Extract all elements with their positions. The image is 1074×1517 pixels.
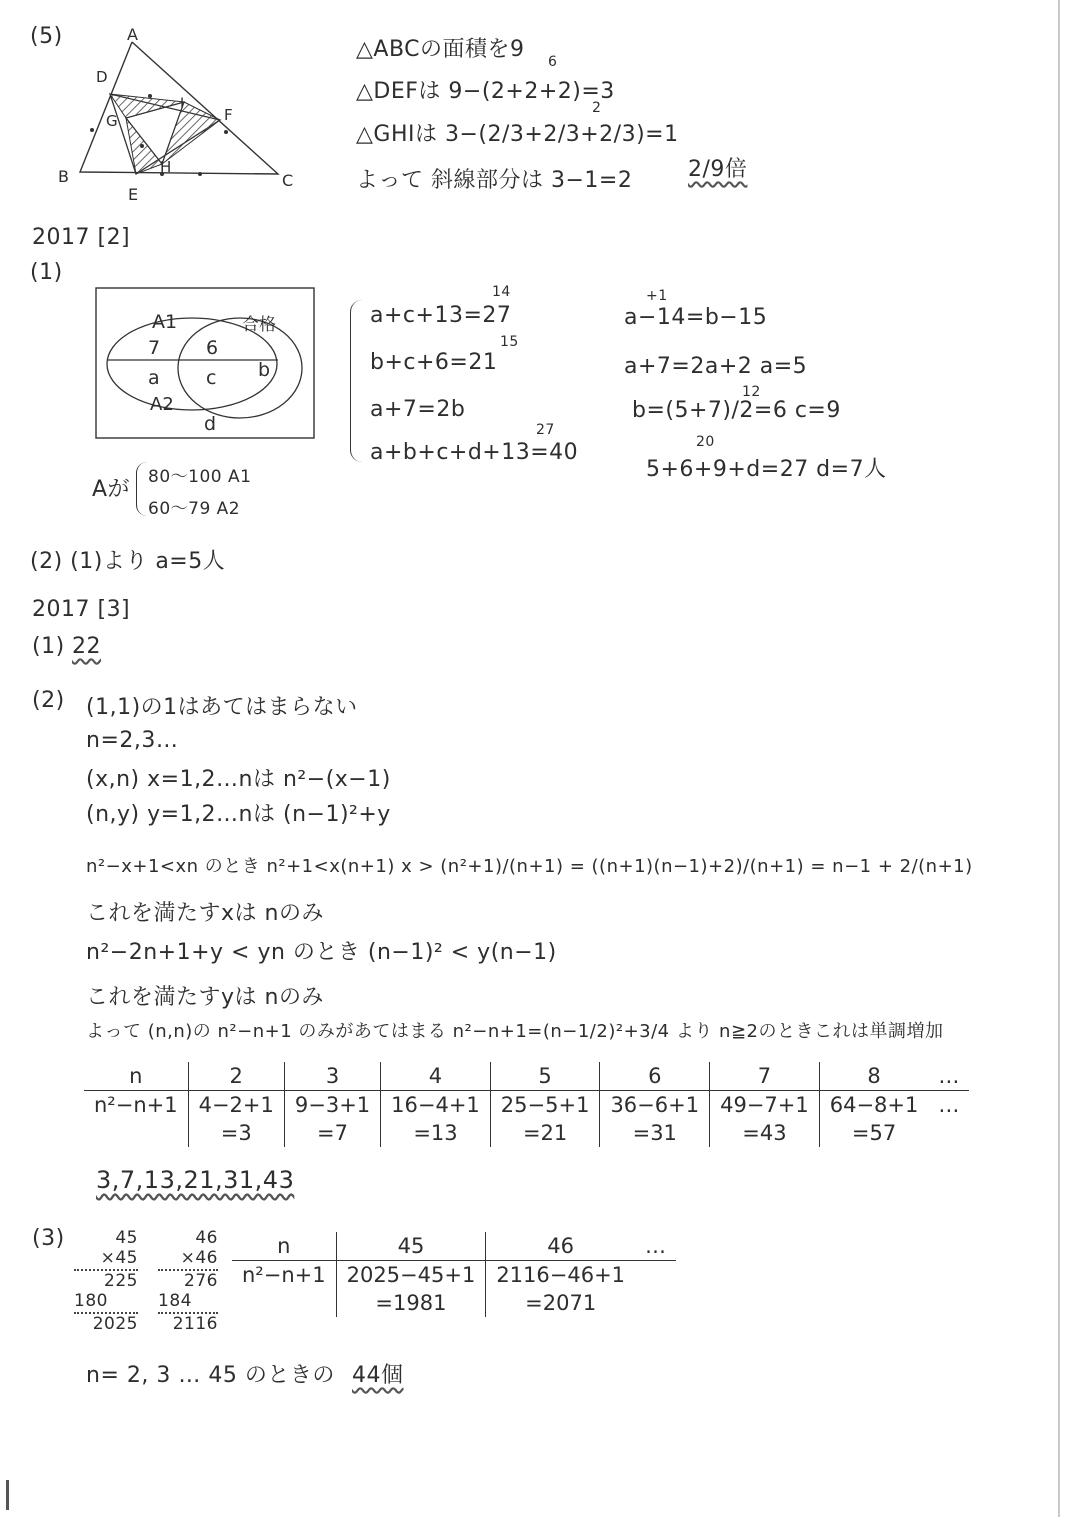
table3-row	[232, 1261, 676, 1290]
td-ellipsis: …	[938, 1093, 960, 1117]
tr-8: =57	[819, 1119, 928, 1147]
values-table	[84, 1062, 969, 1147]
eq-left-4: a+b+c+d+13=40	[370, 440, 579, 465]
tr-blank	[84, 1119, 188, 1147]
mark-27: 27	[536, 422, 555, 438]
calc-45	[74, 1228, 138, 1334]
venn-a2: A2	[150, 394, 174, 415]
calc-45-b: ×45	[74, 1248, 138, 1271]
q3-line-4: (n,y) y=1,2…nは (n−1)²+y	[86, 802, 391, 827]
q3-part2-answer: 3,7,13,21,31,43	[96, 1166, 295, 1194]
p5-answer: 2/9倍	[688, 157, 748, 182]
p5-line-1: △ABCの面積を9	[356, 37, 525, 62]
system-bracket	[350, 300, 363, 462]
calc-46-d: 184	[158, 1291, 218, 1314]
venn-c: c	[206, 367, 217, 389]
vertex-e: E	[128, 185, 139, 204]
vertex-h: H	[160, 158, 172, 176]
side-note-line-1: 80〜100 A1	[148, 467, 252, 487]
tr-3: =7	[284, 1119, 380, 1147]
calc-45-d: 180	[74, 1291, 138, 1314]
q3-final-text: n= 2, 3 … 45 のときの	[86, 1363, 335, 1388]
venn-7: 7	[148, 337, 161, 359]
venn-diagram	[92, 284, 322, 444]
th-6: 6	[600, 1062, 710, 1091]
page-mark	[6, 1480, 9, 1510]
tr-6: =31	[600, 1119, 710, 1147]
q3-line-5: n²−x+1<xn のとき n²+1<x(n+1) x > (n²+1)/(n+1) = ((n+1)(n−1)+2)/(n+1) = n−1 + 2/(n+1)	[86, 856, 973, 877]
q3-line-7: n²−2n+1+y < yn のとき (n−1)² < y(n−1)	[86, 940, 557, 965]
tr-7: =43	[710, 1119, 820, 1147]
venn-a: a	[148, 367, 160, 389]
tr-end	[928, 1119, 969, 1147]
tr-2: =3	[188, 1119, 284, 1147]
calc-45-a: 45	[115, 1228, 138, 1248]
t3-tr-46: =2071	[486, 1289, 635, 1317]
calc-46-b: ×46	[158, 1248, 218, 1271]
q3-line-8: これを満たすyは nのみ	[86, 985, 324, 1010]
tr-5: =21	[490, 1119, 600, 1147]
eq-right-4: 5+6+9+d=27 d=7人	[646, 457, 887, 482]
t3-th-45: 45	[336, 1232, 486, 1261]
th-3: 3	[284, 1062, 380, 1091]
venn-d: d	[204, 413, 217, 435]
t3-th-ellipsis: …	[635, 1232, 676, 1261]
td-7: 49−7+1	[710, 1091, 820, 1120]
eq-right-1: a−14=b−15	[624, 305, 768, 330]
t3-th-46: 46	[486, 1232, 635, 1261]
mark-plus1: +1	[646, 288, 668, 304]
calc-45-e: 2025	[92, 1314, 138, 1334]
eq-left-3: a+7=2b	[370, 397, 466, 422]
t3-td-end	[635, 1261, 676, 1290]
q3-line-9: よって (n,n)の n²−n+1 のみがあてはまる n²−n+1=(n−1/2)²+3/4 より n≧2のときこれは単調増加	[86, 1021, 944, 1042]
calc-46-c: 276	[184, 1271, 218, 1291]
eq-right-3: b=(5+7)/2=6 c=9	[632, 398, 841, 423]
q3-part3-label: (3)	[32, 1226, 65, 1251]
p5-label: (5)	[30, 24, 63, 49]
vertex-c: C	[282, 171, 294, 190]
td-8: 64−8+1	[819, 1091, 928, 1120]
q2-part1-label: (1)	[30, 260, 63, 285]
page-edge	[1058, 0, 1060, 1517]
triangle-figure	[50, 22, 310, 207]
q3-line-2: n=2,3…	[86, 728, 179, 753]
eq-left-2: b+c+6=21	[370, 350, 498, 375]
table3-results	[232, 1289, 676, 1317]
eq-left-1: a+c+13=27	[370, 303, 512, 328]
q3-heading: 2017 [3]	[32, 597, 131, 622]
values-table-row	[84, 1091, 969, 1120]
q3-part2-label: (2)	[32, 688, 65, 713]
q3-line-1: (1,1)の1はあてはまらない	[86, 695, 358, 720]
values-table-3	[232, 1232, 676, 1317]
th-8: 8	[819, 1062, 928, 1091]
side-note-line-2: 60〜79 A2	[148, 499, 241, 519]
th-ellipsis: …	[928, 1062, 969, 1091]
venn-b: b	[258, 359, 271, 381]
eq-right-2: a+7=2a+2 a=5	[624, 354, 808, 379]
side-note-bracket	[136, 462, 147, 516]
td-5: 25−5+1	[490, 1091, 600, 1120]
th-2: 2	[188, 1062, 284, 1091]
q3-line-6: これを満たすxは nのみ	[86, 901, 324, 926]
t3-td-expr: n²−n+1	[242, 1263, 326, 1287]
t3-td-45: 2025−45+1	[336, 1261, 486, 1290]
vertex-g: G	[106, 112, 118, 130]
vertex-d: D	[96, 68, 108, 86]
mark-12: 12	[742, 384, 761, 400]
vertex-i: I	[180, 96, 185, 112]
mark-15: 15	[500, 334, 519, 350]
td-2: 4−2+1	[188, 1091, 284, 1120]
th-5: 5	[490, 1062, 600, 1091]
vertex-a: A	[127, 25, 138, 44]
t3-td-46: 2116−46+1	[486, 1261, 635, 1290]
q3-part1-label: (1)	[32, 634, 65, 659]
side-note-prefix: Aが	[92, 477, 131, 502]
q3-line-3: (x,n) x=1,2…nは n²−(x−1)	[86, 767, 391, 792]
t3-tr-blank	[232, 1289, 336, 1317]
calc-46-e: 2116	[172, 1314, 218, 1334]
td-6: 36−6+1	[600, 1091, 710, 1120]
calc-45-c: 225	[104, 1271, 138, 1291]
values-table-results	[84, 1119, 969, 1147]
th-7: 7	[710, 1062, 820, 1091]
p5-mark-6: 6	[548, 54, 558, 70]
t3-th-n: n	[232, 1232, 336, 1261]
td-4: 16−4+1	[381, 1091, 491, 1120]
th-4: 4	[381, 1062, 491, 1091]
calc-46	[158, 1228, 218, 1334]
th-n: n	[84, 1062, 188, 1091]
vertex-f: F	[224, 106, 233, 124]
t3-tr-45: =1981	[336, 1289, 486, 1317]
p5-line-4: よって 斜線部分は 3−1=2	[356, 168, 633, 193]
values-table-header	[84, 1062, 969, 1091]
venn-pass: 合格	[242, 315, 276, 335]
p5-line-2: △DEFは 9−(2+2+2)=3	[356, 79, 615, 104]
venn-6: 6	[206, 337, 219, 359]
table3-header	[232, 1232, 676, 1261]
q3-final-answer: 44個	[352, 1363, 404, 1388]
q2-heading: 2017 [2]	[32, 225, 131, 250]
q3-part1-answer: 22	[72, 634, 101, 659]
p5-mark-2: 2	[592, 100, 602, 116]
p5-line-3: △GHIは 3−(2/3+2/3+2/3)=1	[356, 122, 679, 147]
td-expr: n²−n+1	[94, 1093, 178, 1117]
td-3: 9−3+1	[284, 1091, 380, 1120]
venn-a1: A1	[152, 311, 178, 333]
calc-46-a: 46	[195, 1228, 218, 1248]
t3-tr-end	[635, 1289, 676, 1317]
mark-14: 14	[492, 284, 511, 300]
q2-part2: (2) (1)より a=5人	[30, 549, 226, 574]
vertex-b: B	[58, 167, 69, 186]
mark-20: 20	[696, 434, 715, 450]
tr-4: =13	[381, 1119, 491, 1147]
